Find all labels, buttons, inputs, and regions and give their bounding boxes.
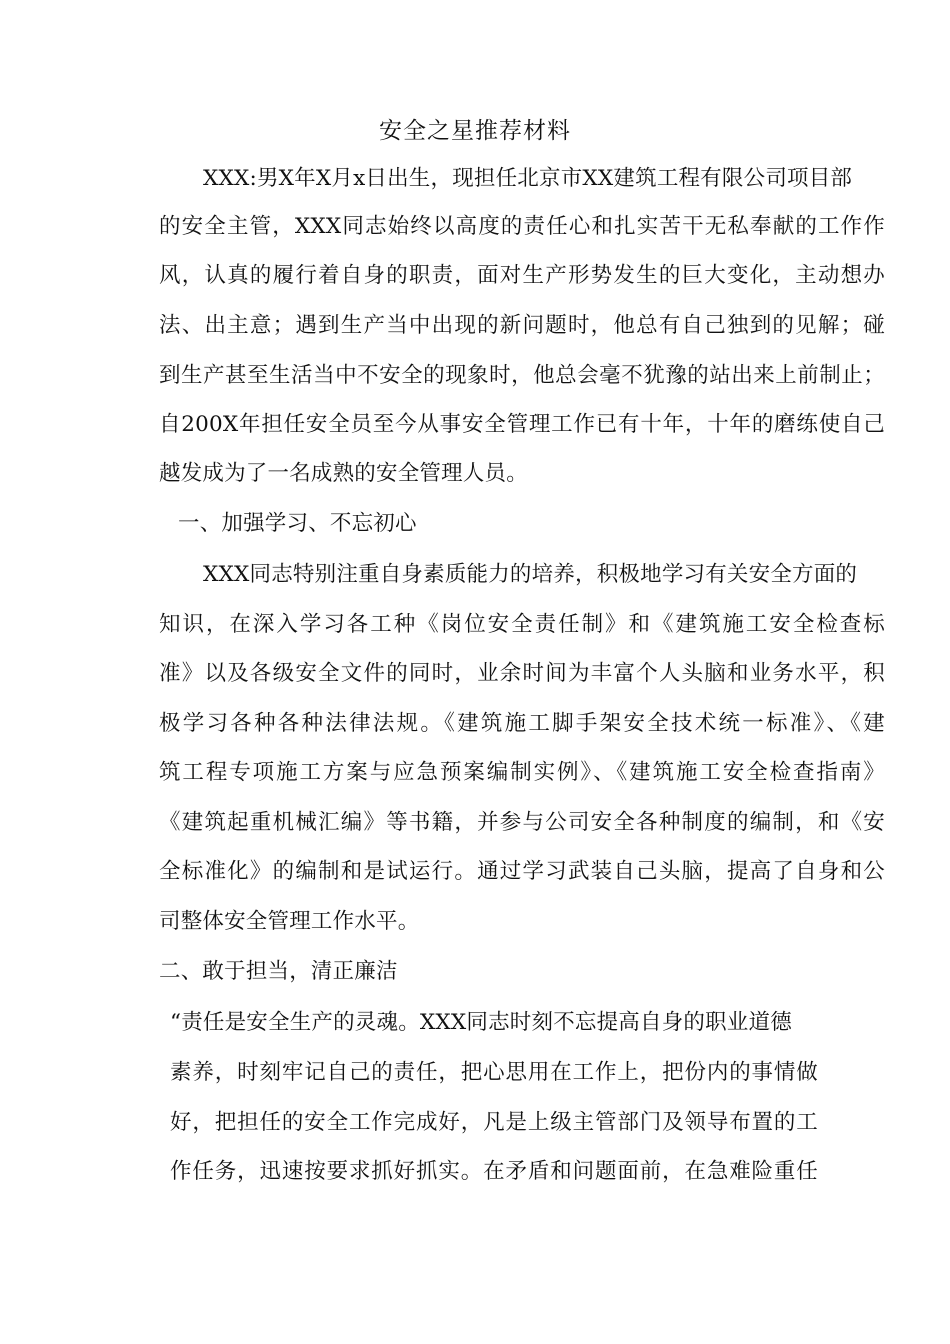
paragraph-line: 知识，在深入学习各工种《岗位安全责任制》和《建筑施工安全检查标 xyxy=(159,612,885,637)
paragraph-line: 准》以及各级安全文件的同时，业余时间为丰富个人头脑和业务水平，积 xyxy=(159,661,885,686)
paragraph-line: 素养，时刻牢记自己的责任，把心思用在工作上，把份内的事情做 xyxy=(170,1060,818,1085)
paragraph-line: XXX:男X年X月x日出生，现担任北京市XX建筑工程有限公司项目部 xyxy=(203,166,853,191)
paragraph-line: XXX同志特别注重自身素质能力的培养，积极地学习有关安全方面的 xyxy=(203,562,858,587)
paragraph-line: 越发成为了一名成熟的安全管理人员。 xyxy=(159,461,528,486)
paragraph-line: 《建筑起重机械汇编》等书籍，并参与公司安全各种制度的编制，和《安 xyxy=(159,810,885,835)
paragraph-line: 极学习各种各种法律法规。《建筑施工脚手架安全技术统一标准》、《建 xyxy=(159,711,885,736)
paragraph-line: 司整体安全管理工作水平。 xyxy=(159,909,420,934)
paragraph-line: 作任务，迅速按要求抓好抓实。在矛盾和问题面前，在急难险重任 xyxy=(170,1159,818,1184)
paragraph-line: 全标准化》的编制和是试运行。通过学习武装自己头脑，提高了自身和公 xyxy=(159,859,885,884)
paragraph-line: 筑工程专项施工方案与应急预案编制实例》、《建筑施工安全检查指南》 xyxy=(159,760,885,785)
section-heading: 二、敢于担当，清正廉洁 xyxy=(159,959,398,984)
paragraph-line: “责任是安全生产的灵魂。XXX同志时刻不忘提高自身的职业道德 xyxy=(170,1010,792,1035)
section-heading: 一、加强学习、不忘初心 xyxy=(178,511,417,536)
paragraph-line: 自200X年担任安全员至今从事安全管理工作已有十年，十年的磨练使自己 xyxy=(159,412,885,437)
paragraph-line: 法、出主意；遇到生产当中出现的新问题时，他总有自己独到的见解；碰 xyxy=(159,313,885,338)
document-title: 安全之星推荐材料 xyxy=(379,118,571,144)
paragraph-line: 风，认真的履行着自身的职责，面对生产形势发生的巨大变化，主动想办 xyxy=(159,263,885,288)
paragraph-line: 好，把担任的安全工作完成好，凡是上级主管部门及领导布置的工 xyxy=(170,1110,818,1135)
paragraph-line: 的安全主管，XXX同志始终以高度的责任心和扎实苦干无私奉献的工作作 xyxy=(159,214,885,239)
paragraph-line: 到生产甚至生活当中不安全的现象时，他总会毫不犹豫的站出来上前制止； xyxy=(159,363,885,388)
